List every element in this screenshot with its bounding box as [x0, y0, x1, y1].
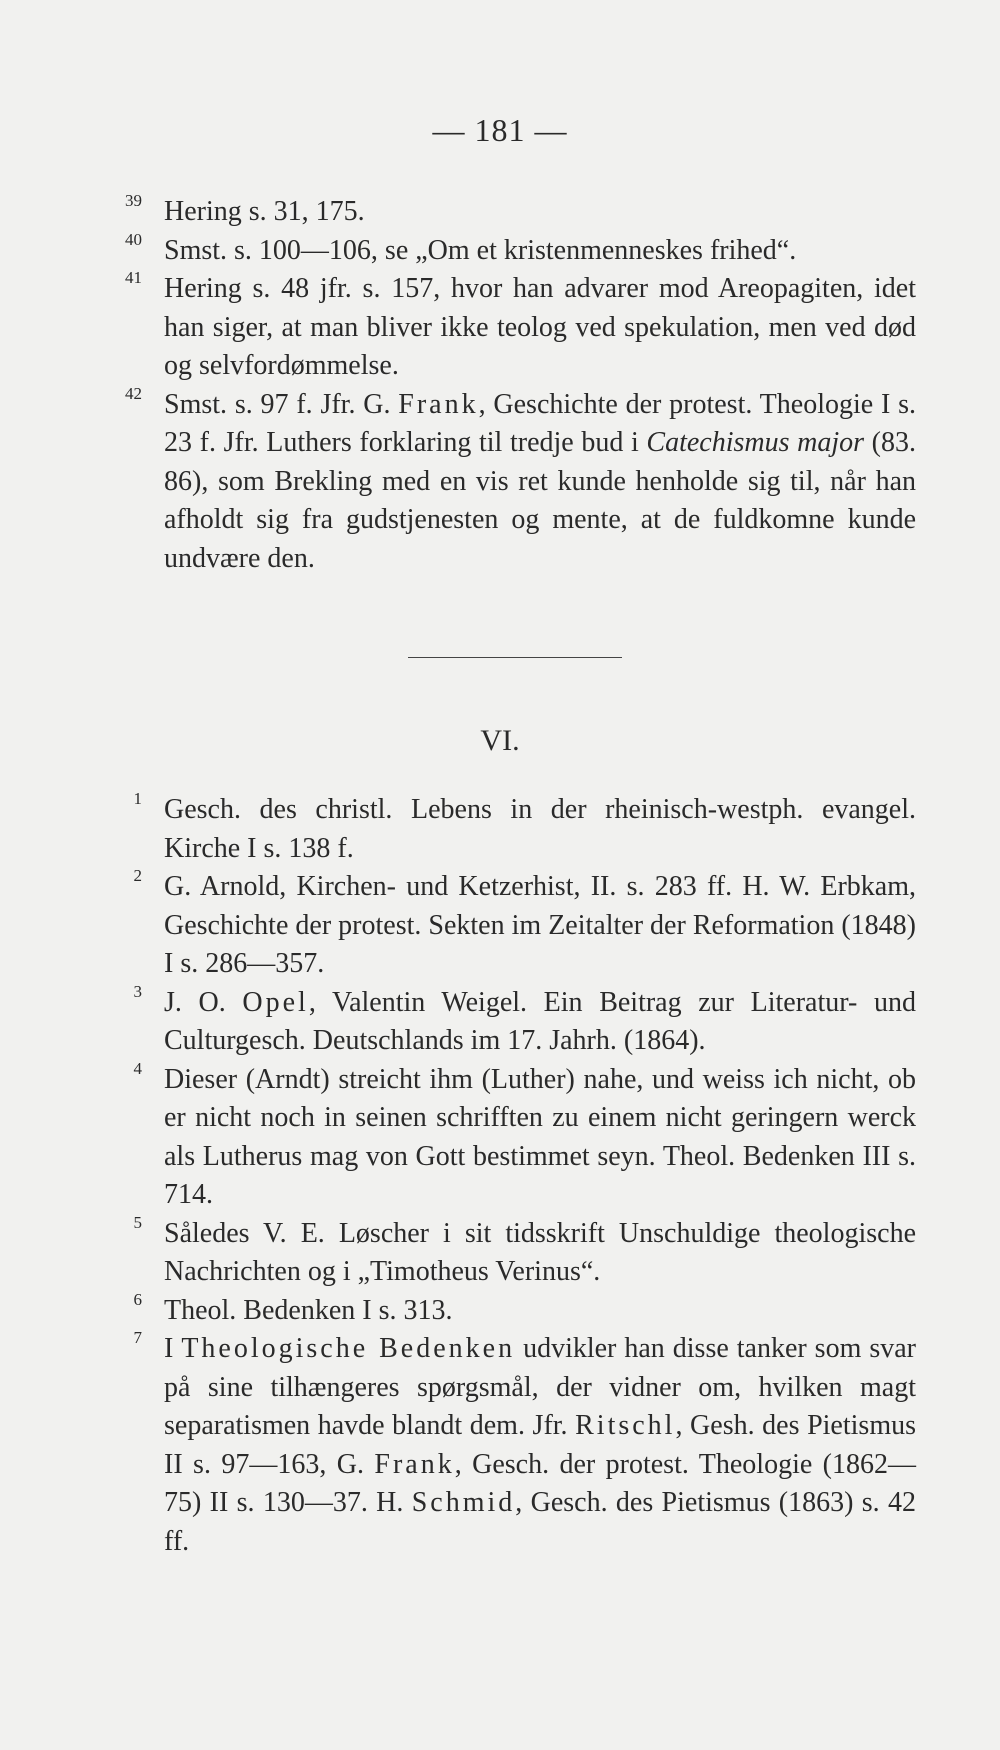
- text-run: , Geschichte der protest. Theologie I s. 23 f. Jfr. Luthers forklaring til tredje bud i: [164, 388, 917, 458]
- footnote-number: 39: [125, 191, 142, 210]
- text-run: I: [164, 1333, 182, 1364]
- footnote-number: 3: [133, 981, 142, 1001]
- text-run: Smst. s. 97 f. Jfr. G.: [164, 388, 399, 420]
- footnote-text: [164, 232, 916, 271]
- spaced-name: Frank: [398, 388, 479, 420]
- footnote: [0, 1058, 1000, 1215]
- footnote: [0, 791, 1000, 868]
- footnotes-bottom: [0, 791, 1000, 1561]
- footnote-text: [164, 270, 916, 386]
- footnote: [0, 1330, 1000, 1561]
- footnote: [0, 1212, 1000, 1292]
- text-run: , Gesch. des Pietismus (1863) s. 42 ff.: [164, 1487, 916, 1557]
- text-run: , Valentin Weigel. Ein Beitrag zur Literatur- und Culturgesch. Deutschlands im 17. Jahrh. (1864).: [164, 986, 916, 1056]
- text-run: Gesch. des christl. Lebens in der rheinisch-westph. evangel. Kirche I s. 138 f.: [164, 794, 916, 864]
- text-run: Hering s. 31, 175.: [164, 196, 365, 227]
- footnote: [0, 868, 1000, 984]
- footnote: [0, 1289, 1000, 1331]
- italic-title: Catechismus major: [646, 427, 865, 458]
- footnote: [0, 229, 1000, 271]
- footnote-number: 2: [133, 866, 142, 885]
- text-run: , Gesh. des Pietismus II s. 97—163, G.: [164, 1410, 916, 1480]
- text-run: G. Arnold, Kirchen- und Ketzerhist, II. s. 283 ff. H. W. Erbkam, Geschichte der protest. Sekten im Zeitalter der Reformation (1848) I s. 286—357.: [164, 871, 916, 979]
- spaced-name: Ritschl: [575, 1410, 676, 1441]
- spaced-name: Opel: [242, 986, 309, 1018]
- footnote: [0, 270, 1000, 386]
- text-run: Dieser (Arndt) streicht ihm (Luther) nahe, und weiss ich nicht, ob er nicht noch in seinen schrifften zu einem nicht geringern werck als Lutherus mag von Gott bestimmet seyn. Theol. Bedenken III s. 714.: [164, 1063, 916, 1210]
- footnote-number: 40: [125, 229, 142, 249]
- footnote-number: 42: [125, 383, 142, 403]
- page-header: — 181 —: [432, 112, 568, 148]
- text-run: Hering s. 48 jfr. s. 157, hvor han advarer mod Areopagiten, idet han siger, at man bliver ikke teolog ved spekulation, men ved død og selvfordømmelse.: [164, 273, 916, 381]
- text-run: , Gesch. der protest. Theologie (1862—75) II s. 130—37. H.: [164, 1448, 917, 1518]
- section-divider: [408, 657, 622, 658]
- footnote-text: [164, 386, 916, 579]
- footnote-text: [164, 868, 916, 984]
- footnote-number: 41: [125, 268, 142, 287]
- text-run: Smst. s. 100—106, se „Om et kristenmenneskes frihed“.: [164, 234, 797, 266]
- footnote-text: [164, 791, 916, 868]
- footnote-text: [164, 1292, 916, 1331]
- footnote-number: 1: [133, 789, 142, 808]
- footnote: [0, 981, 1000, 1061]
- text-run: J. O.: [164, 986, 243, 1018]
- footnote-text: [164, 984, 916, 1061]
- text-run: Theol. Bedenken I s. 313.: [164, 1294, 453, 1326]
- footnotes-top: [0, 193, 1000, 578]
- footnote-number: 4: [133, 1058, 142, 1078]
- text-run: udvikler han disse tanker som svar på sine tilhængeres spørgsmål, der vidner om, hvilken magt separatismen havde blandt dem. Jfr.: [164, 1333, 916, 1441]
- text-run: (83. 86), som Brekling med en vis ret kunde henholde sig til, når han afholdt sig fra gudstjenesten og mente, at de fuldkomne kunde undvære den.: [164, 427, 917, 574]
- footnote-text: [164, 193, 916, 232]
- section-heading: VI.: [480, 724, 520, 757]
- spaced-name: Schmid: [411, 1487, 516, 1518]
- footnote-text: [164, 1215, 916, 1292]
- footnote-number: 7: [133, 1328, 142, 1347]
- spaced-name: Theologische Bedenken: [181, 1333, 516, 1364]
- footnote-text: [164, 1061, 916, 1215]
- spaced-name: Frank: [374, 1448, 455, 1480]
- footnote: [0, 383, 1000, 579]
- footnote-text: [164, 1330, 916, 1561]
- footnote-number: 6: [133, 1289, 142, 1309]
- footnote-number: 5: [133, 1212, 142, 1232]
- text-run: Således V. E. Løscher i sit tidsskrift Unschuldige theologische Nachrichten og i „Timotheus Verinus“.: [164, 1217, 916, 1287]
- footnote: [0, 193, 1000, 232]
